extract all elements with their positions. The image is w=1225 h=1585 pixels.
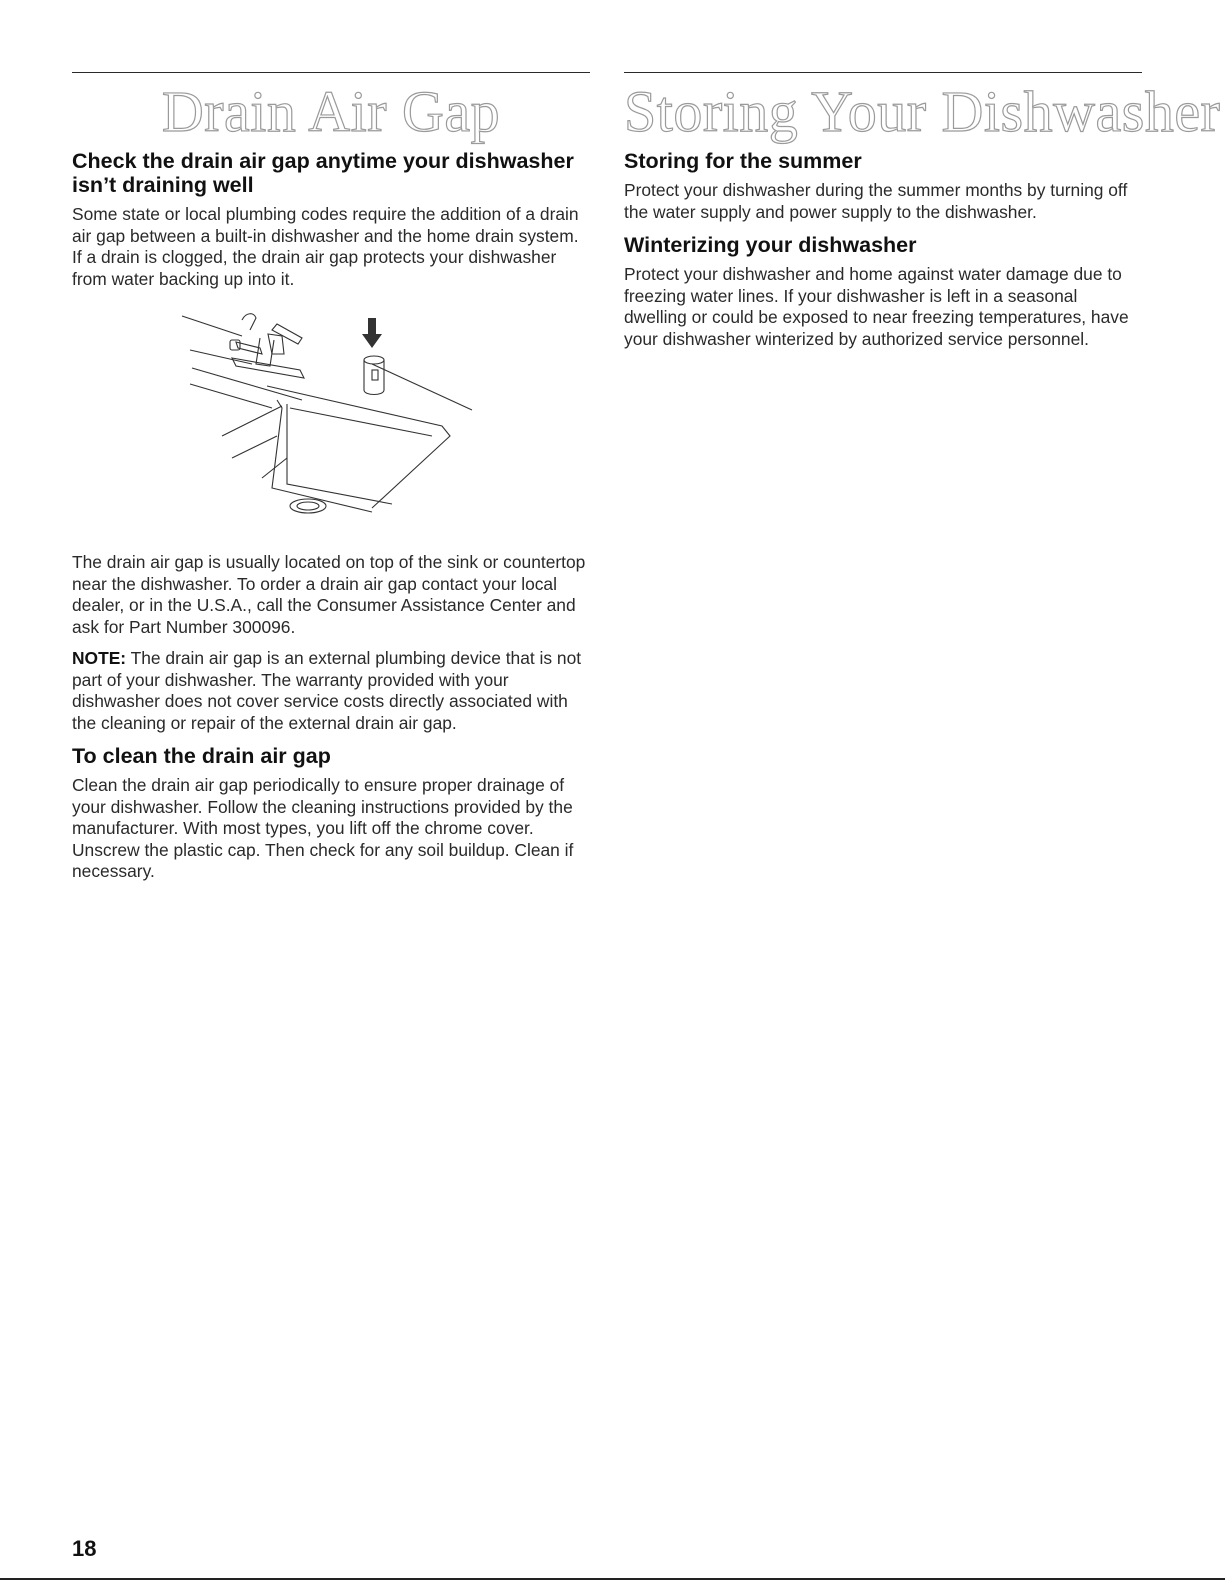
storing-dishwasher-column xyxy=(624,72,1221,360)
heading-winterizing: Winterizing your dishwasher xyxy=(624,233,917,257)
page-number: 18 xyxy=(72,1536,97,1561)
section-title-storing-dishwasher: Storing Your Dishwasher xyxy=(624,79,1221,144)
sink-drain-air-gap-illustration xyxy=(72,308,590,544)
note-label: NOTE: xyxy=(72,648,127,668)
heading-storing-summer: Storing for the summer xyxy=(624,149,862,173)
paragraph-clean: Clean the drain air gap periodically to ensure proper drainage of your dishwasher. Follow the cleaning instructions provided by the manufacturer. With most types, you lift off the chrome cover. Unscrew the plastic cap. Then check for any soil buildup. Clean if necessary. xyxy=(72,775,574,881)
note-text: The drain air gap is an external plumbing device that is not part of your dishwasher. The warranty provided with your dishwasher does not cover service costs directly associated with the cleaning or repair of the external drain air gap. xyxy=(72,648,582,733)
top-rule xyxy=(624,72,1142,73)
bottom-rule xyxy=(0,1578,1225,1580)
paragraph-location: The drain air gap is usually located on top of the sink or countertop near the dishwasher. To order a drain air gap contact your local dealer, or in the U.S.A., call the Consumer Assistance Center and ask for Part Number 300096. xyxy=(72,552,586,637)
section-title-drain-air-gap: Drain Air Gap xyxy=(161,79,501,144)
paragraph-winter: Protect your dishwasher and home against water damage due to freezing water lines. If your dishwasher is left in a seasonal dwelling or could be exposed to near freezing temperatures, have your dishwasher winterized by authorized service personnel. xyxy=(624,264,1129,349)
heading-clean-drain-air-gap: To clean the drain air gap xyxy=(72,744,331,768)
top-rule xyxy=(72,72,590,73)
heading-check-drain-air-gap: Check the drain air gap anytime your dishwasher isn’t draining well xyxy=(72,149,574,197)
paragraph-note xyxy=(72,648,590,734)
paragraph-intro: Some state or local plumbing codes require the addition of a drain air gap between a built-in dishwasher and the home drain system. If a drain is clogged, the drain air gap protects your dishwasher from water backing up into it. xyxy=(72,204,579,289)
paragraph-summer: Protect your dishwasher during the summer months by turning off the water supply and power supply to the dishwasher. xyxy=(624,180,1128,222)
drain-air-gap-column xyxy=(72,72,590,893)
